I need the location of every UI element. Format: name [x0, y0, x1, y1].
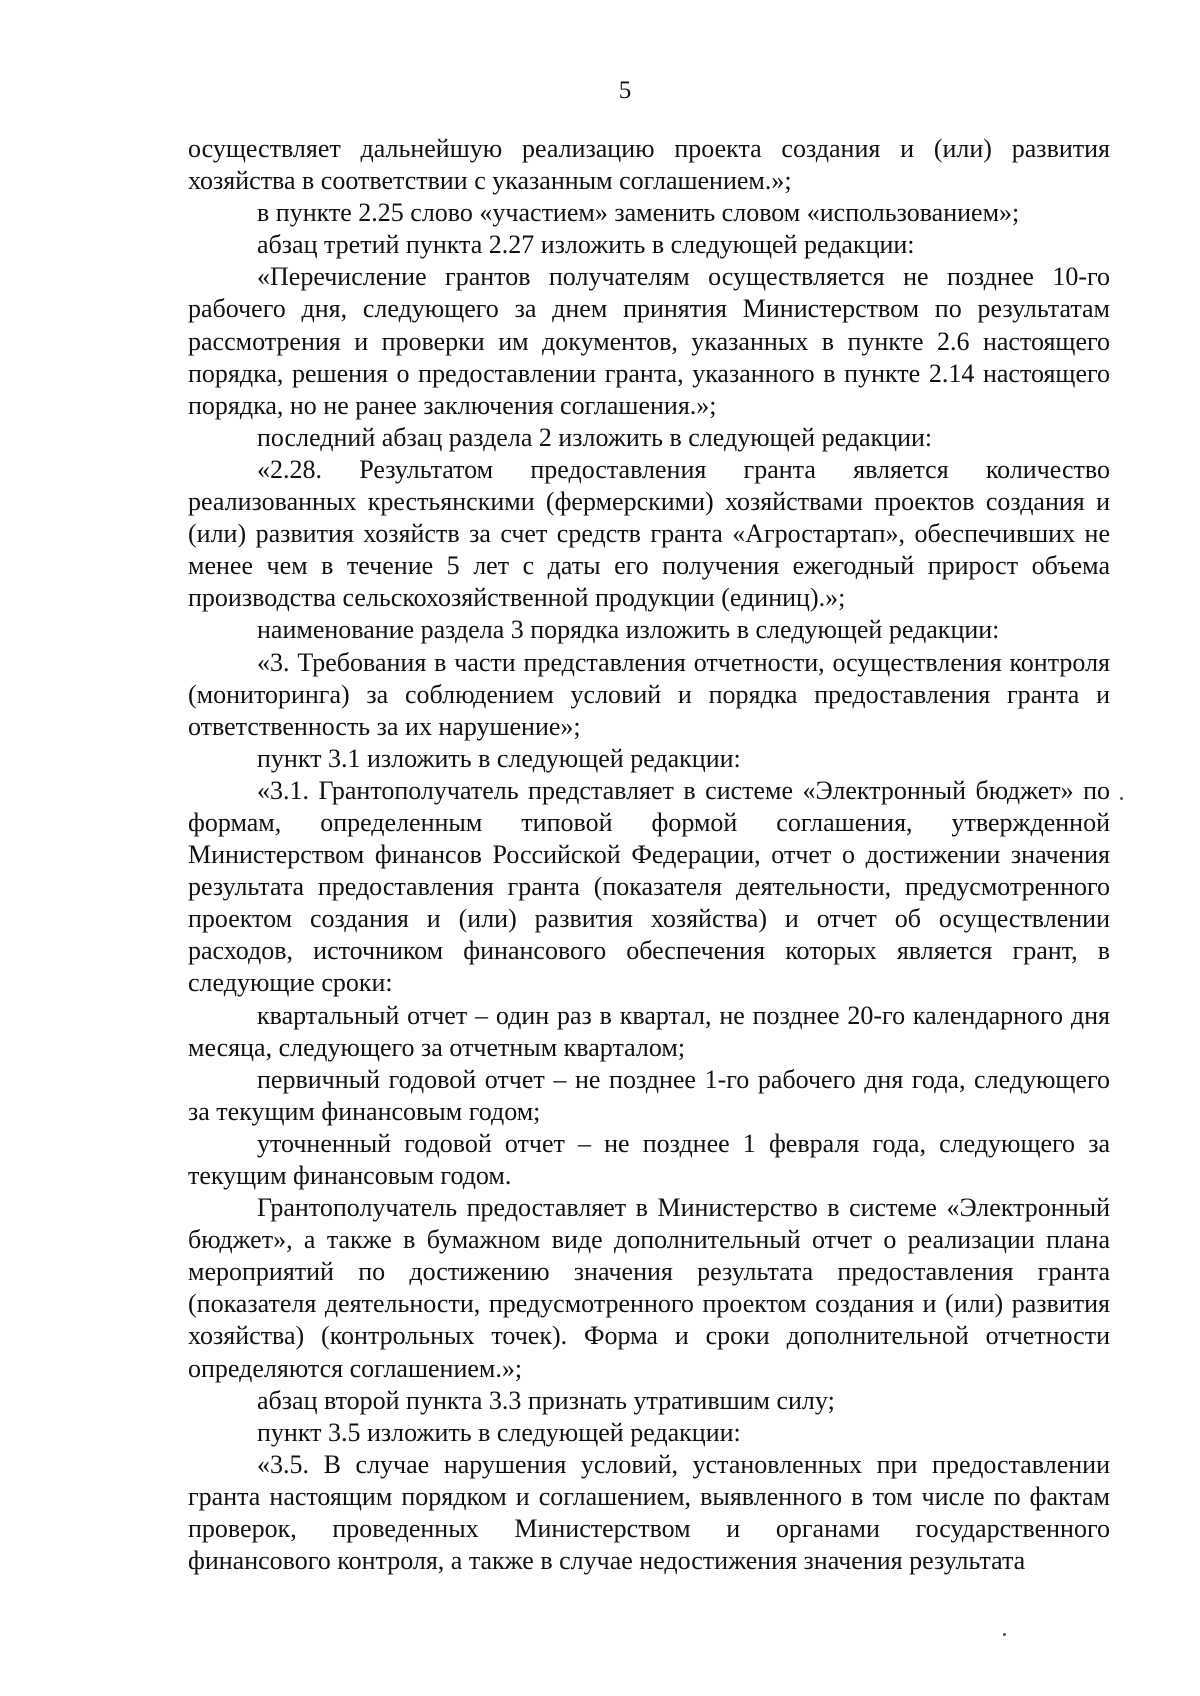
paragraph: последний абзац раздела 2 изложить в следующей редакции: [257, 422, 933, 452]
paragraph: квартальный отчет – один раз в квартал, не позднее 20-го календарного дня месяца, следующего за отчетным кварталом; [188, 1000, 1110, 1062]
paragraph: «3. Требования в части представления отчетности, осуществления контроля (мониторинга) за соблюдением условий и порядка предоставления гранта и ответственность за их нарушение»; [188, 647, 1110, 741]
paragraph: в пункте 2.25 слово «участием» заменить словом «использованием»; [257, 198, 1020, 228]
paragraph: абзац второй пункта 3.3 признать утратившим силу; [257, 1385, 835, 1415]
paragraph: наименование раздела 3 порядка изложить в следующей редакции: [257, 615, 1000, 645]
paragraph: первичный годовой отчет – не позднее 1-го рабочего дня года, следующего за текущим финансовым годом; [188, 1064, 1110, 1126]
paragraph: уточненный годовой отчет – не позднее 1 февраля года, следующего за текущим финансовым годом. [188, 1128, 1110, 1190]
paragraph: «3.1. Грантополучатель представляет в системе «Электронный бюджет» по формам, определенным типовой формой соглашения, утвержденной Министерством финансов Российской Федерации, отчет о достижении значения результата предоставления гранта (показателя деятельности, предусмотренного проектом создания и (или) развития хозяйства) и отчет об осуществлении расходов, источником финансового обеспечения которых является грант, в следующие сроки: [188, 775, 1110, 998]
page-number: 5 [618, 77, 632, 104]
document-body [188, 133, 1110, 1577]
paragraph: «Перечисление грантов получателям осуществляется не позднее 10-го рабочего дня, следующего за днем принятия Министерством по результатам рассмотрения и проверки им документов, указанных в пункте 2.6 настоящего порядка, решения о предоставлении гранта, указанного в пункте 2.14 настоящего порядка, но не ранее заключения соглашения.»; [188, 262, 1110, 420]
paragraph: абзац третий пункта 2.27 изложить в следующей редакции: [257, 230, 915, 260]
paragraph: «3.5. В случае нарушения условий, установленных при предоставлении гранта настоящим порядком и соглашением, выявленного в том числе по фактам проверок, проведенных Министерством и органами государственного финансового контроля, а также в случае недостижения значения результата [188, 1449, 1110, 1576]
scan-speck [1003, 1633, 1006, 1636]
paragraph-continuation: осуществляет дальнейшую реализацию проекта создания и (или) развития хозяйства в соответствии с указанным соглашением.»; [188, 134, 1110, 196]
paragraph: Грантополучатель предоставляет в Министерство в системе «Электронный бюджет», а также в бумажном виде дополнительный отчет о реализации плана мероприятий по достижению значения результата предоставления гранта (показателя деятельности, предусмотренного проектом создания и (или) развития хозяйства) (контрольных точек). Форма и сроки дополнительной отчетности определяются соглашением.»; [188, 1193, 1110, 1383]
scan-speck [1120, 797, 1123, 800]
paragraph: «2.28. Результатом предоставления гранта является количество реализованных крестьянскими (фермерскими) хозяйствами проектов создания и (или) развития хозяйств за счет средств гранта «Агростартап», обеспечивших не менее чем в течение 5 лет с даты его получения ежегодный прирост объема производства сельскохозяйственной продукции (единиц).»; [188, 454, 1110, 613]
paragraph: пункт 3.1 изложить в следующей редакции: [257, 743, 741, 773]
paragraph: пункт 3.5 изложить в следующей редакции: [257, 1417, 741, 1447]
